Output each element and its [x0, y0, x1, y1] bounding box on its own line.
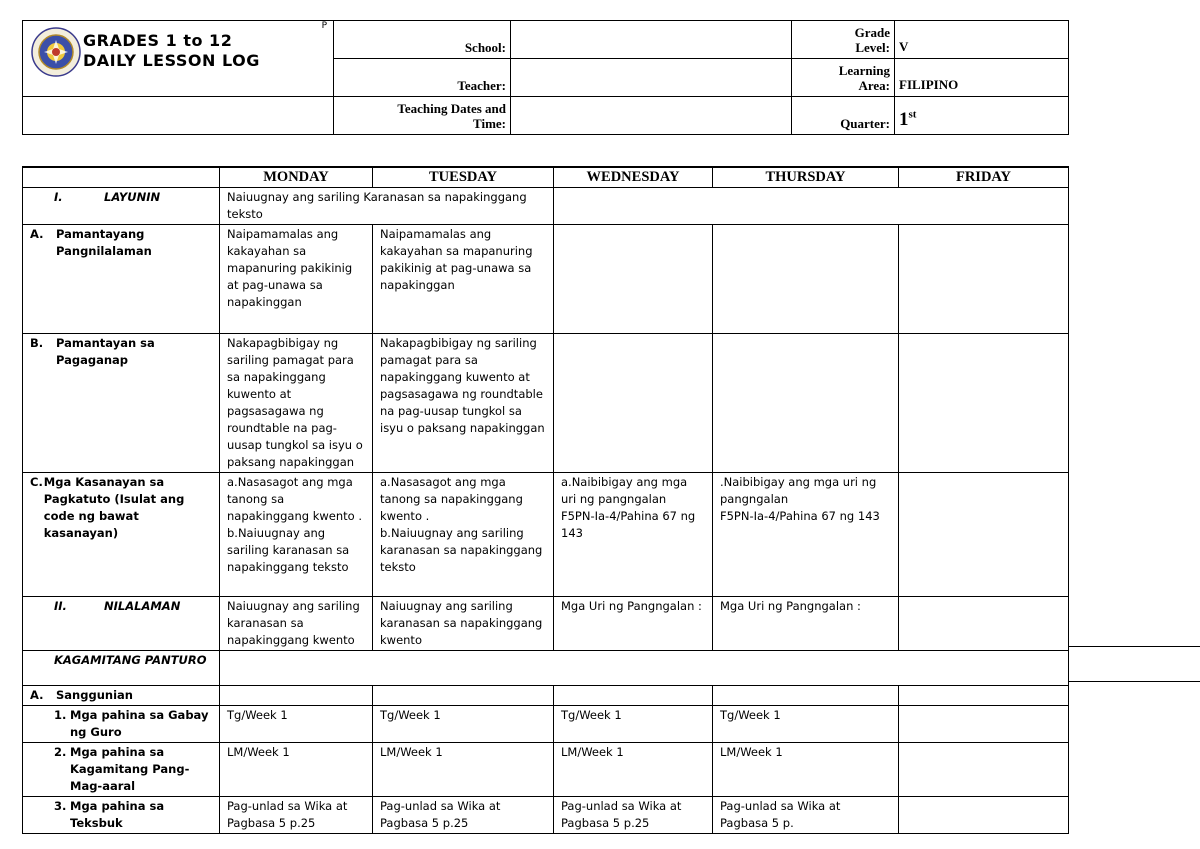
table-row	[23, 742, 1069, 796]
table-row	[23, 705, 1069, 742]
cell-thursday[interactable]	[713, 333, 899, 472]
row-label-line-1: Mga Kasanayan sa	[43, 474, 165, 489]
title-block-bottom	[23, 97, 334, 135]
objective-a: .Naibibigay ang mga uri ng pangngalan	[720, 474, 877, 506]
row-label-kasanayan	[23, 472, 220, 596]
cell-friday[interactable]	[899, 705, 1069, 742]
cell-wednesday[interactable]	[554, 685, 713, 705]
layunin-blank	[899, 187, 1069, 224]
competency-code: F5PN-Ia-4/Pahina 67 ng 143	[561, 508, 696, 540]
cell-monday[interactable]	[220, 472, 373, 596]
area-label-line-2: Area:	[858, 78, 890, 93]
quarter-suffix: st	[908, 108, 917, 121]
row-letter: B.	[30, 335, 44, 350]
cell-tuesday[interactable]	[373, 472, 554, 596]
cell-thursday[interactable]	[713, 685, 899, 705]
row-letter: A.	[30, 226, 44, 241]
cell-monday[interactable]: LM/Week 1	[220, 742, 373, 796]
row-label-line-2: Pagaganap	[56, 352, 129, 367]
row-number: 1.	[54, 707, 67, 722]
objective-a: a.Nasasagot ang mga tanong sa napakinggang kwento .	[380, 474, 523, 523]
row-label-sanggunian	[23, 685, 220, 705]
row-label-line-1: Pamantayan sa	[56, 335, 155, 350]
table-row	[23, 685, 1069, 705]
cell-tuesday[interactable]: Naipamamalas ang kakayahan sa mapanuring pakikinig at pag-unawa sa napakinggan	[373, 224, 554, 333]
competency-code: F5PN-Ia-4/Pahina 67 ng 143	[720, 508, 880, 523]
cell-monday[interactable]: Naipamamalas ang kakayahan sa mapanuring pakikinig at pag-unawa sa napakinggan	[220, 224, 373, 333]
objective-a: a.Nasasagot ang mga tanong sa napakinggang kwento .	[227, 474, 363, 523]
day-header-thursday: THURSDAY	[713, 167, 899, 187]
table-row	[23, 333, 1069, 472]
header-table	[22, 20, 1069, 135]
teacher-label: Teacher:	[334, 59, 511, 97]
cell-monday[interactable]: Pag-unlad sa Wika at Pagbasa 5 p.25	[220, 796, 373, 833]
row-label: Mga pahina sa Gabay ng Guro	[70, 707, 209, 739]
grade-level-field[interactable]: V	[895, 21, 1069, 59]
row-label-nilalaman	[23, 596, 220, 650]
cell-friday[interactable]	[899, 472, 1069, 596]
table-row	[23, 596, 1069, 650]
cell-friday[interactable]	[899, 742, 1069, 796]
day-header-monday: MONDAY	[220, 167, 373, 187]
row-label-pamantayang	[23, 224, 220, 333]
section-number: II.	[54, 598, 67, 613]
table-row	[23, 224, 1069, 333]
cell-thursday[interactable]	[713, 224, 899, 333]
dates-label-line-2: Time:	[473, 116, 506, 131]
row-label: Sanggunian	[56, 687, 133, 702]
cell-thursday[interactable]	[713, 472, 899, 596]
cell-tuesday[interactable]	[373, 685, 554, 705]
layunin-blank	[713, 187, 899, 224]
row-letter: A.	[30, 687, 44, 702]
title-line-2: DAILY LESSON LOG	[83, 51, 260, 70]
row-letter: C.	[30, 474, 43, 489]
cell-tuesday[interactable]: Naiuugnay ang sariling karanasan sa napakinggang kwento	[373, 596, 554, 650]
grade-label-line-1: Grade	[854, 25, 890, 40]
layunin-merged-cell[interactable]	[220, 187, 554, 224]
cell-monday[interactable]	[220, 685, 373, 705]
row-label: Mga pahina sa Teksbuk	[70, 798, 165, 830]
cell-wednesday[interactable]: Mga Uri ng Pangngalan :	[554, 596, 713, 650]
layunin-blank	[554, 187, 713, 224]
cell-tuesday[interactable]: Pag-unlad sa Wika at Pagbasa 5 p.25	[373, 796, 554, 833]
overflow-rule	[1068, 646, 1200, 647]
cell-wednesday[interactable]	[554, 472, 713, 596]
objective-b: b.Naiuugnay ang sariling karanasan sa napakinggang teksto	[380, 525, 543, 574]
section-title: NILALAMAN	[104, 598, 181, 613]
area-label-line-1: Learning	[838, 63, 890, 78]
cell-wednesday[interactable]: Tg/Week 1	[554, 705, 713, 742]
school-label: School:	[334, 21, 511, 59]
quarter-label: Quarter:	[792, 97, 895, 135]
cell-monday[interactable]: Tg/Week 1	[220, 705, 373, 742]
teacher-field[interactable]	[511, 59, 792, 97]
section-title: KAGAMITANG PANTURO	[54, 652, 207, 667]
quarter-field[interactable]	[895, 97, 1069, 135]
table-row	[23, 650, 1069, 685]
dates-label	[334, 97, 511, 135]
cell-tuesday[interactable]: Nakapagbibigay ng sariling pamagat para sa napakinggang kuwento at pagsasagawa ng roundtable na pag-uusap tungkol sa isyu o paksang napakinggan	[373, 333, 554, 472]
deped-seal-icon	[31, 27, 81, 77]
row-label: Mga pahina sa Kagamitang Pang-Mag-aaral	[70, 744, 190, 793]
cell-thursday[interactable]: LM/Week 1	[713, 742, 899, 796]
cell-tuesday[interactable]: LM/Week 1	[373, 742, 554, 796]
table-row	[23, 796, 1069, 833]
page-title	[83, 31, 260, 71]
title-block	[23, 21, 334, 97]
row-label-pagganap	[23, 333, 220, 472]
corner-header	[23, 167, 220, 187]
grade-label-line-2: Level:	[855, 40, 890, 55]
learning-area-label	[792, 59, 895, 97]
row-number: 2.	[54, 744, 67, 759]
corner-mark: P	[321, 21, 327, 31]
title-line-1: GRADES 1 to 12	[83, 31, 233, 50]
grade-level-label	[792, 21, 895, 59]
cell-wednesday[interactable]: LM/Week 1	[554, 742, 713, 796]
cell-friday[interactable]	[899, 224, 1069, 333]
objective-b: b.Naiuugnay ang sariling karanasan sa napakinggang teksto	[227, 525, 350, 574]
cell-thursday[interactable]: Tg/Week 1	[713, 705, 899, 742]
cell-friday[interactable]	[899, 685, 1069, 705]
dates-field[interactable]	[511, 97, 792, 135]
row-label-teksbuk	[23, 796, 220, 833]
school-field[interactable]	[511, 21, 792, 59]
row-label-layunin	[23, 187, 220, 224]
table-row	[23, 472, 1069, 596]
cell-monday[interactable]: Nakapagbibigay ng sariling pamagat para sa napakinggang kuwento at pagsasagawa ng roundtable na pag-uusap tungkol sa isyu o paksang napakinggan	[220, 333, 373, 472]
quarter-number: 1	[899, 109, 909, 130]
row-label-line-1: Pamantayang	[56, 226, 145, 241]
cell-wednesday[interactable]	[554, 333, 713, 472]
row-label-line-2: Pagkatuto (Isulat ang code ng bawat kasanayan)	[43, 491, 185, 540]
row-label-kagamitang	[23, 742, 220, 796]
cell-friday[interactable]	[899, 333, 1069, 472]
cell-wednesday[interactable]: Pag-unlad sa Wika at Pagbasa 5 p.25	[554, 796, 713, 833]
day-header-row	[23, 167, 1069, 187]
day-header-wednesday: WEDNESDAY	[554, 167, 713, 187]
row-label-kagamitan	[23, 650, 220, 685]
overflow-rule	[1068, 681, 1200, 682]
section-number: I.	[54, 189, 63, 204]
lesson-log-table	[22, 166, 1069, 834]
row-label-line-2: Pangnilalaman	[56, 243, 152, 258]
dates-label-line-1: Teaching Dates and	[397, 101, 506, 116]
cell-monday[interactable]: Naiuugnay ang sariling karanasan sa napakinggang kwento	[220, 596, 373, 650]
cell-friday[interactable]	[899, 596, 1069, 650]
layunin-text: Naiuugnay ang sariling Karanasan sa napakinggang teksto	[227, 189, 527, 221]
day-header-friday: FRIDAY	[899, 167, 1069, 187]
row-label-gabay	[23, 705, 220, 742]
cell-tuesday[interactable]: Tg/Week 1	[373, 705, 554, 742]
section-title: LAYUNIN	[104, 189, 161, 204]
cell-friday[interactable]	[899, 796, 1069, 833]
learning-area-field[interactable]: FILIPINO	[895, 59, 1069, 97]
cell-wednesday[interactable]	[554, 224, 713, 333]
kagamitan-merged-cell[interactable]	[220, 650, 1069, 685]
row-number: 3.	[54, 798, 67, 813]
cell-thursday[interactable]: Mga Uri ng Pangngalan :	[713, 596, 899, 650]
table-row	[23, 187, 1069, 224]
objective-a: a.Naibibigay ang mga uri ng pangngalan	[561, 474, 688, 506]
cell-thursday[interactable]: Pag-unlad sa Wika at Pagbasa 5 p.	[713, 796, 899, 833]
day-header-tuesday: TUESDAY	[373, 167, 554, 187]
